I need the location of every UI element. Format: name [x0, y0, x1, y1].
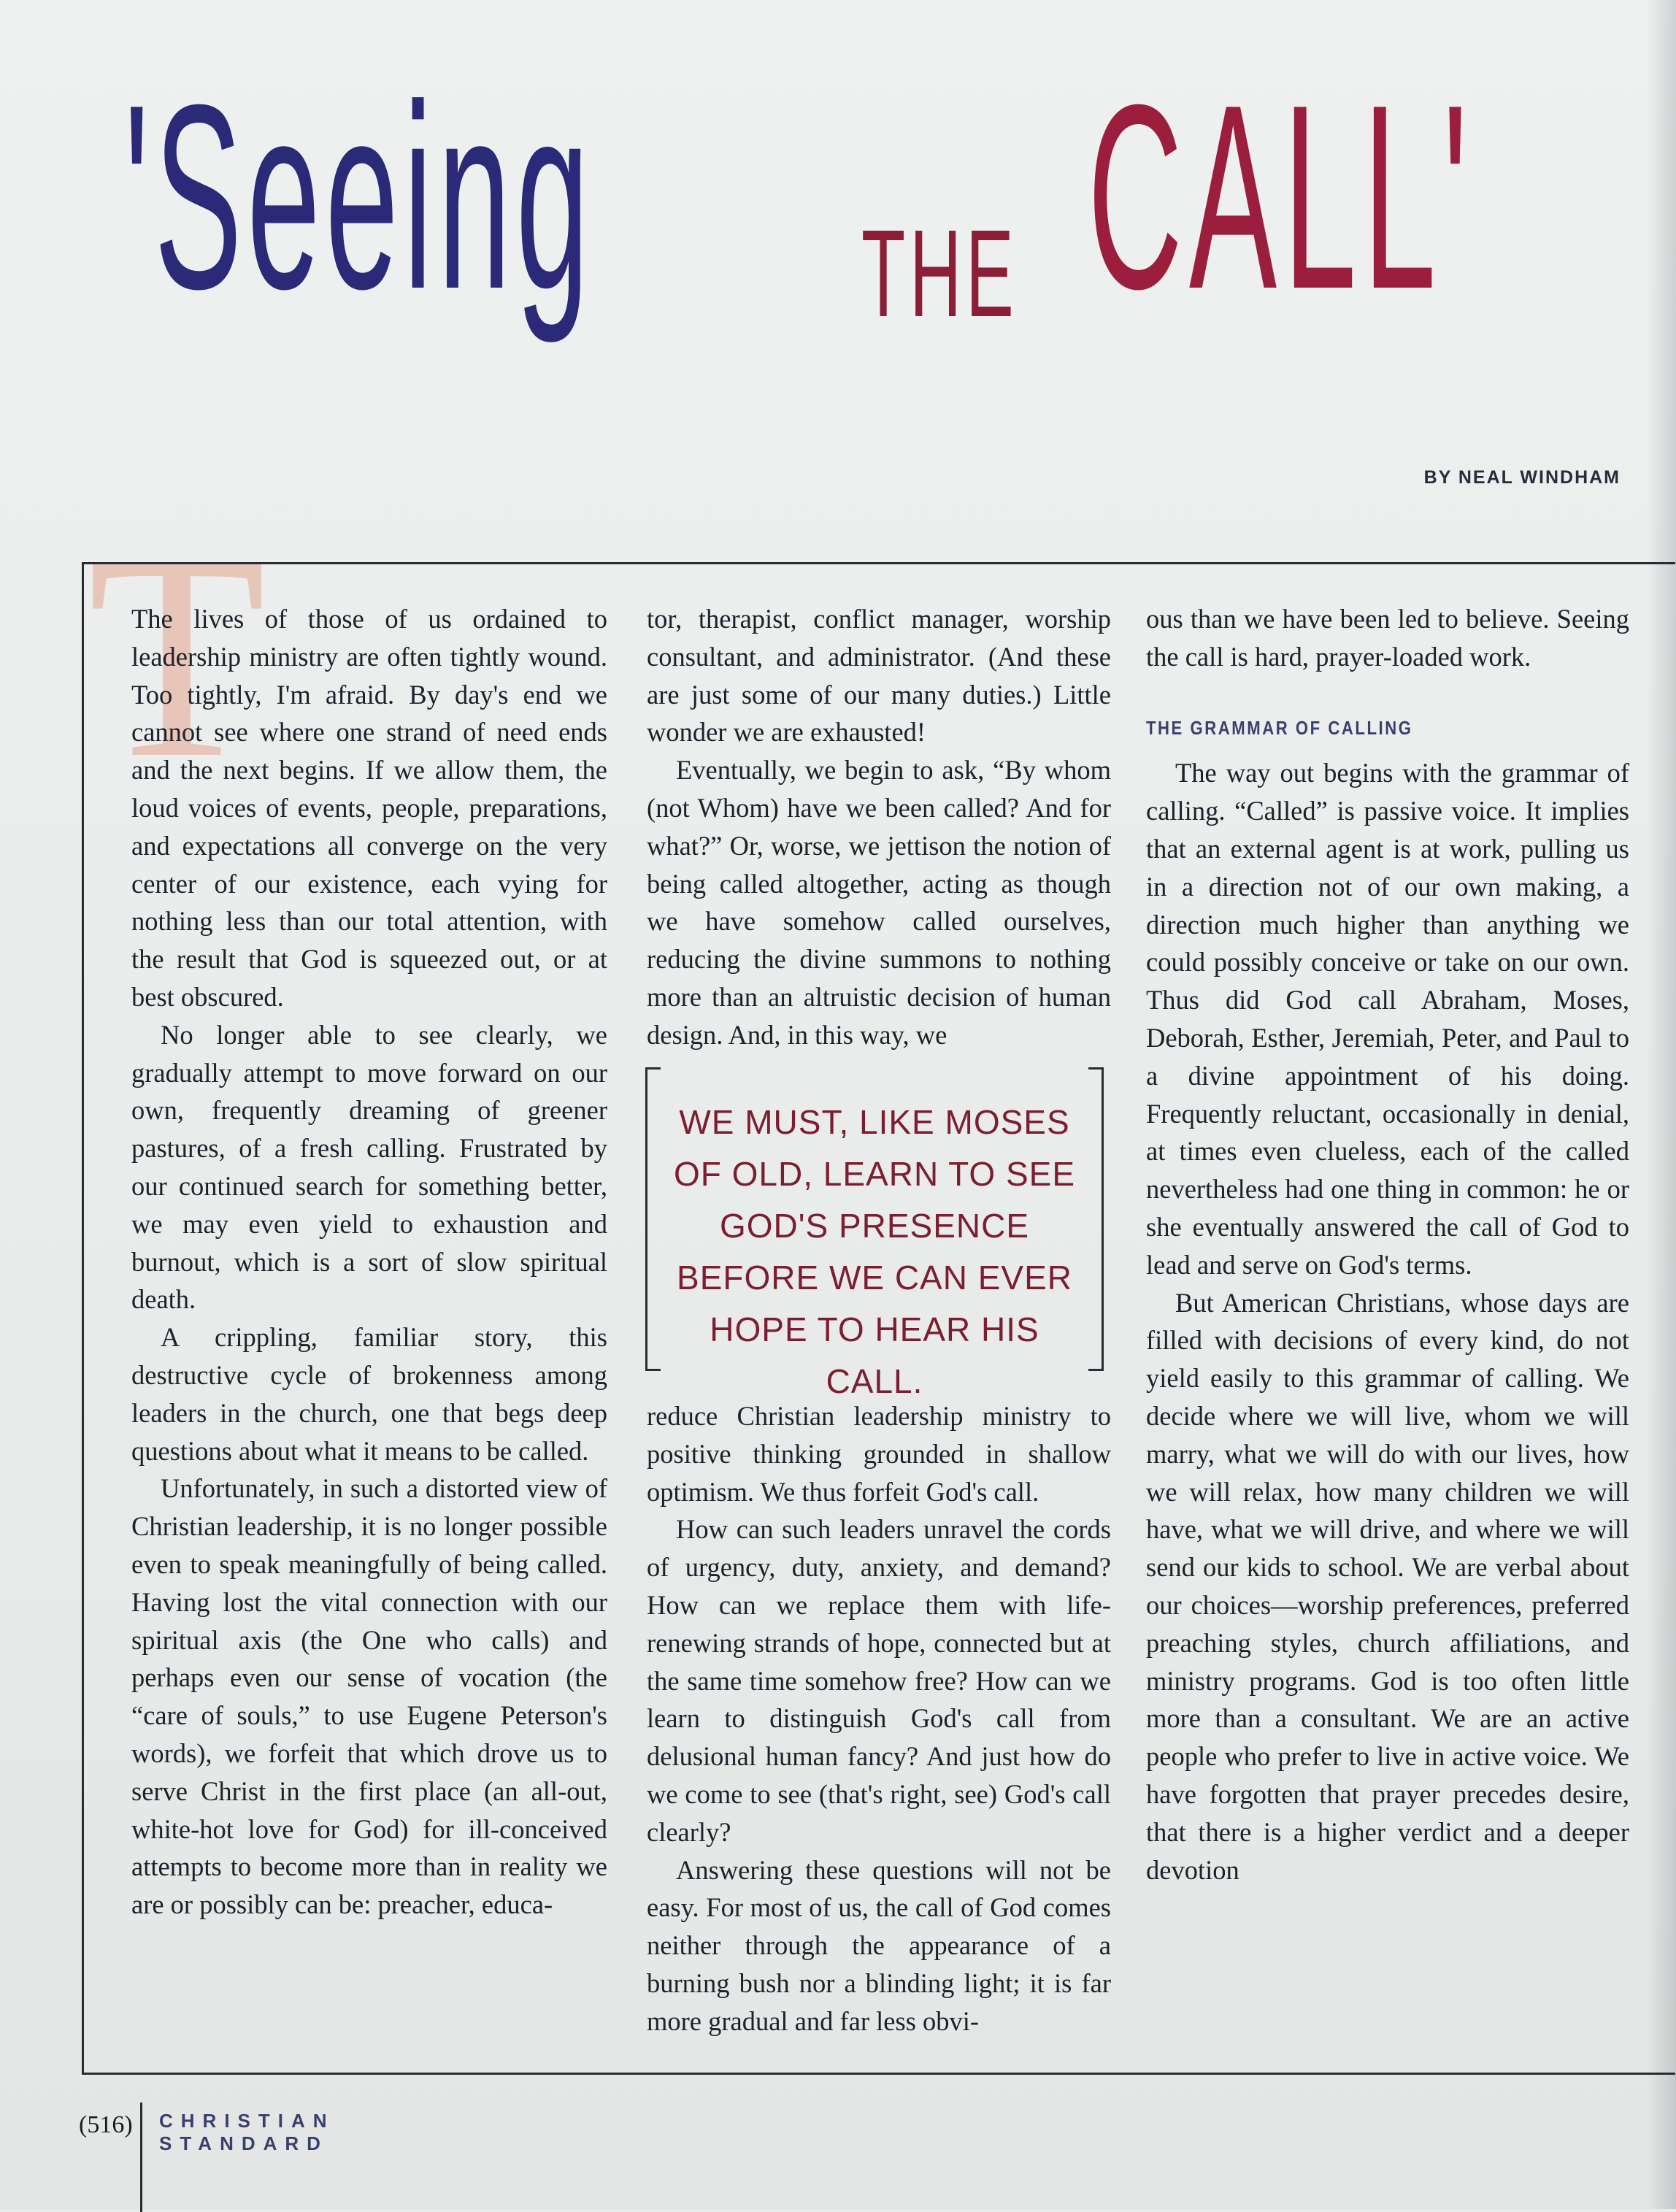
pull-quote: [645, 1067, 1104, 1400]
article-title: [124, 50, 1584, 475]
paragraph: ous than we have been led to believe. Seeing the call is hard, prayer-loaded work.: [1146, 604, 1629, 672]
paragraph: The way out begins with the grammar of calling. “Called” is passive voice. It implies that an external agent is at work, pulling us in a direction not of our own making, a direction much higher than anything we could possibly conceive or take on our own. Thus did God call Abraham, Moses, Deborah, Esther, Jeremiah, Peter, and Paul to a divine appointment of his doing. Frequently reluctant, occasionally in denial, at times even clueless, each of the called nevertheless had one thing in common: he or she eventually answered the call of God to lead and serve on God's terms.: [1146, 758, 1629, 1280]
left-bracket: [645, 1067, 661, 1371]
column-2-lower: [647, 1397, 1111, 2040]
page-number: (516): [79, 2111, 133, 2138]
right-bracket: [1088, 1067, 1104, 1371]
title-word-call: CALL': [1088, 50, 1475, 344]
paragraph: But American Christians, whose days are filled with decisions of every kind, do not yield easily to this grammar of calling. We decide where we will live, whom we will marry, what we will do with our lives, how we will relax, how many children we will have, what we will drive, and where we will send our kids to school. We are verbal about our choices—worship preferences, preferred preaching styles, church affiliations, and ministry programs. God is too often little more than a consultant. We are an active people who prefer to live in active voice. We have forgotten that prayer precedes desire, that there is a higher verdict and a deeper devotion: [1146, 1287, 1629, 1885]
column-1: [131, 600, 607, 1924]
drop-cap-letter: T: [88, 495, 266, 818]
footer-divider: [140, 2102, 142, 2212]
paragraph: Eventually, we begin to ask, “By whom (not Whom) have we been called? And for what?” Or, worse, we jettison the notion of being called altogether, acting as though we have somehow called ourselves, reducing the divine summons to nothing more than an altruistic decision of human design. And, in this way, we: [647, 755, 1111, 1050]
paragraph: No longer able to see clearly, we gradually attempt to move forward on our own, frequently dreaming of greener pastures, of a fresh calling. Frustrated by our continued search for something better, we may even yield to exhaustion and burnout, which is a sort of slow spiritual death.: [131, 1019, 607, 1315]
title-word-seeing: 'Seeing: [124, 50, 594, 344]
paragraph: tor, therapist, conflict manager, worship consultant, and administrator. (And these are just some of our many duties.) Little wonder we are exhausted!: [647, 604, 1111, 748]
paragraph: reduce Christian leadership ministry to positive thinking grounded in shallow optimism. We thus forfeit God's call.: [647, 1401, 1111, 1507]
paragraph: Answering these questions will not be easy. For most of us, the call of God comes neither through the appearance of a burning bush nor a blinding light; it is far more gradual and far less obvi-: [647, 1854, 1111, 2036]
paragraph: How can such leaders unravel the cords of urgency, duty, anxiety, and demand? How can we replace them with life-renewing strands of hope, connected but at the same time somehow free? How can we learn to distinguish God's call from delusional human fancy? And just how do we come to see (that's right, see) God's call clearly?: [647, 1514, 1111, 1847]
publication-name: CHRISTIAN STANDARD: [159, 2110, 335, 2154]
pull-quote-text: WE MUST, LIKE MOSES OF OLD, LEARN TO SEE GOD'S PRESENCE BEFORE WE CAN EVER HOPE TO HEAR HIS CALL.: [673, 1103, 1075, 1400]
paragraph: The lives of those of us ordained to leadership ministry are often tightly wound. Too tightly, I'm afraid. By day's end we cannot see where one strand of need ends and the next begins. If we allow them, the loud voices of events, people, preparations, and expectations all converge on the very center of our existence, each vying for nothing less than our total attention, with the result that God is squeezed out, or at best obscured.: [131, 604, 607, 1012]
column-3: [1146, 600, 1629, 1889]
paragraph: A crippling, familiar story, this destructive cycle of brokenness among leaders in the church, one that begs deep questions about what it means to be called.: [131, 1322, 607, 1466]
section-heading: THE GRAMMAR OF CALLING: [1146, 716, 1413, 739]
paragraph: Unfortunately, in such a distorted view of Christian leadership, it is no longer possible even to speak meaningfully of being called. Having lost the vital connection with our spiritual axis (the One who calls) and perhaps even our sense of vocation (the “care of souls,” to use Eugene Peterson's words), we forfeit that which drove us to serve Christ in the first place (an all-out, white-hot love for God) for ill-conceived attempts to become more than in reality we are or possibly can be: preacher, educa-: [131, 1473, 607, 1920]
title-word-the: THE: [861, 204, 1018, 343]
byline: BY NEAL WINDHAM: [1423, 467, 1621, 488]
page-footer: [79, 2102, 517, 2161]
